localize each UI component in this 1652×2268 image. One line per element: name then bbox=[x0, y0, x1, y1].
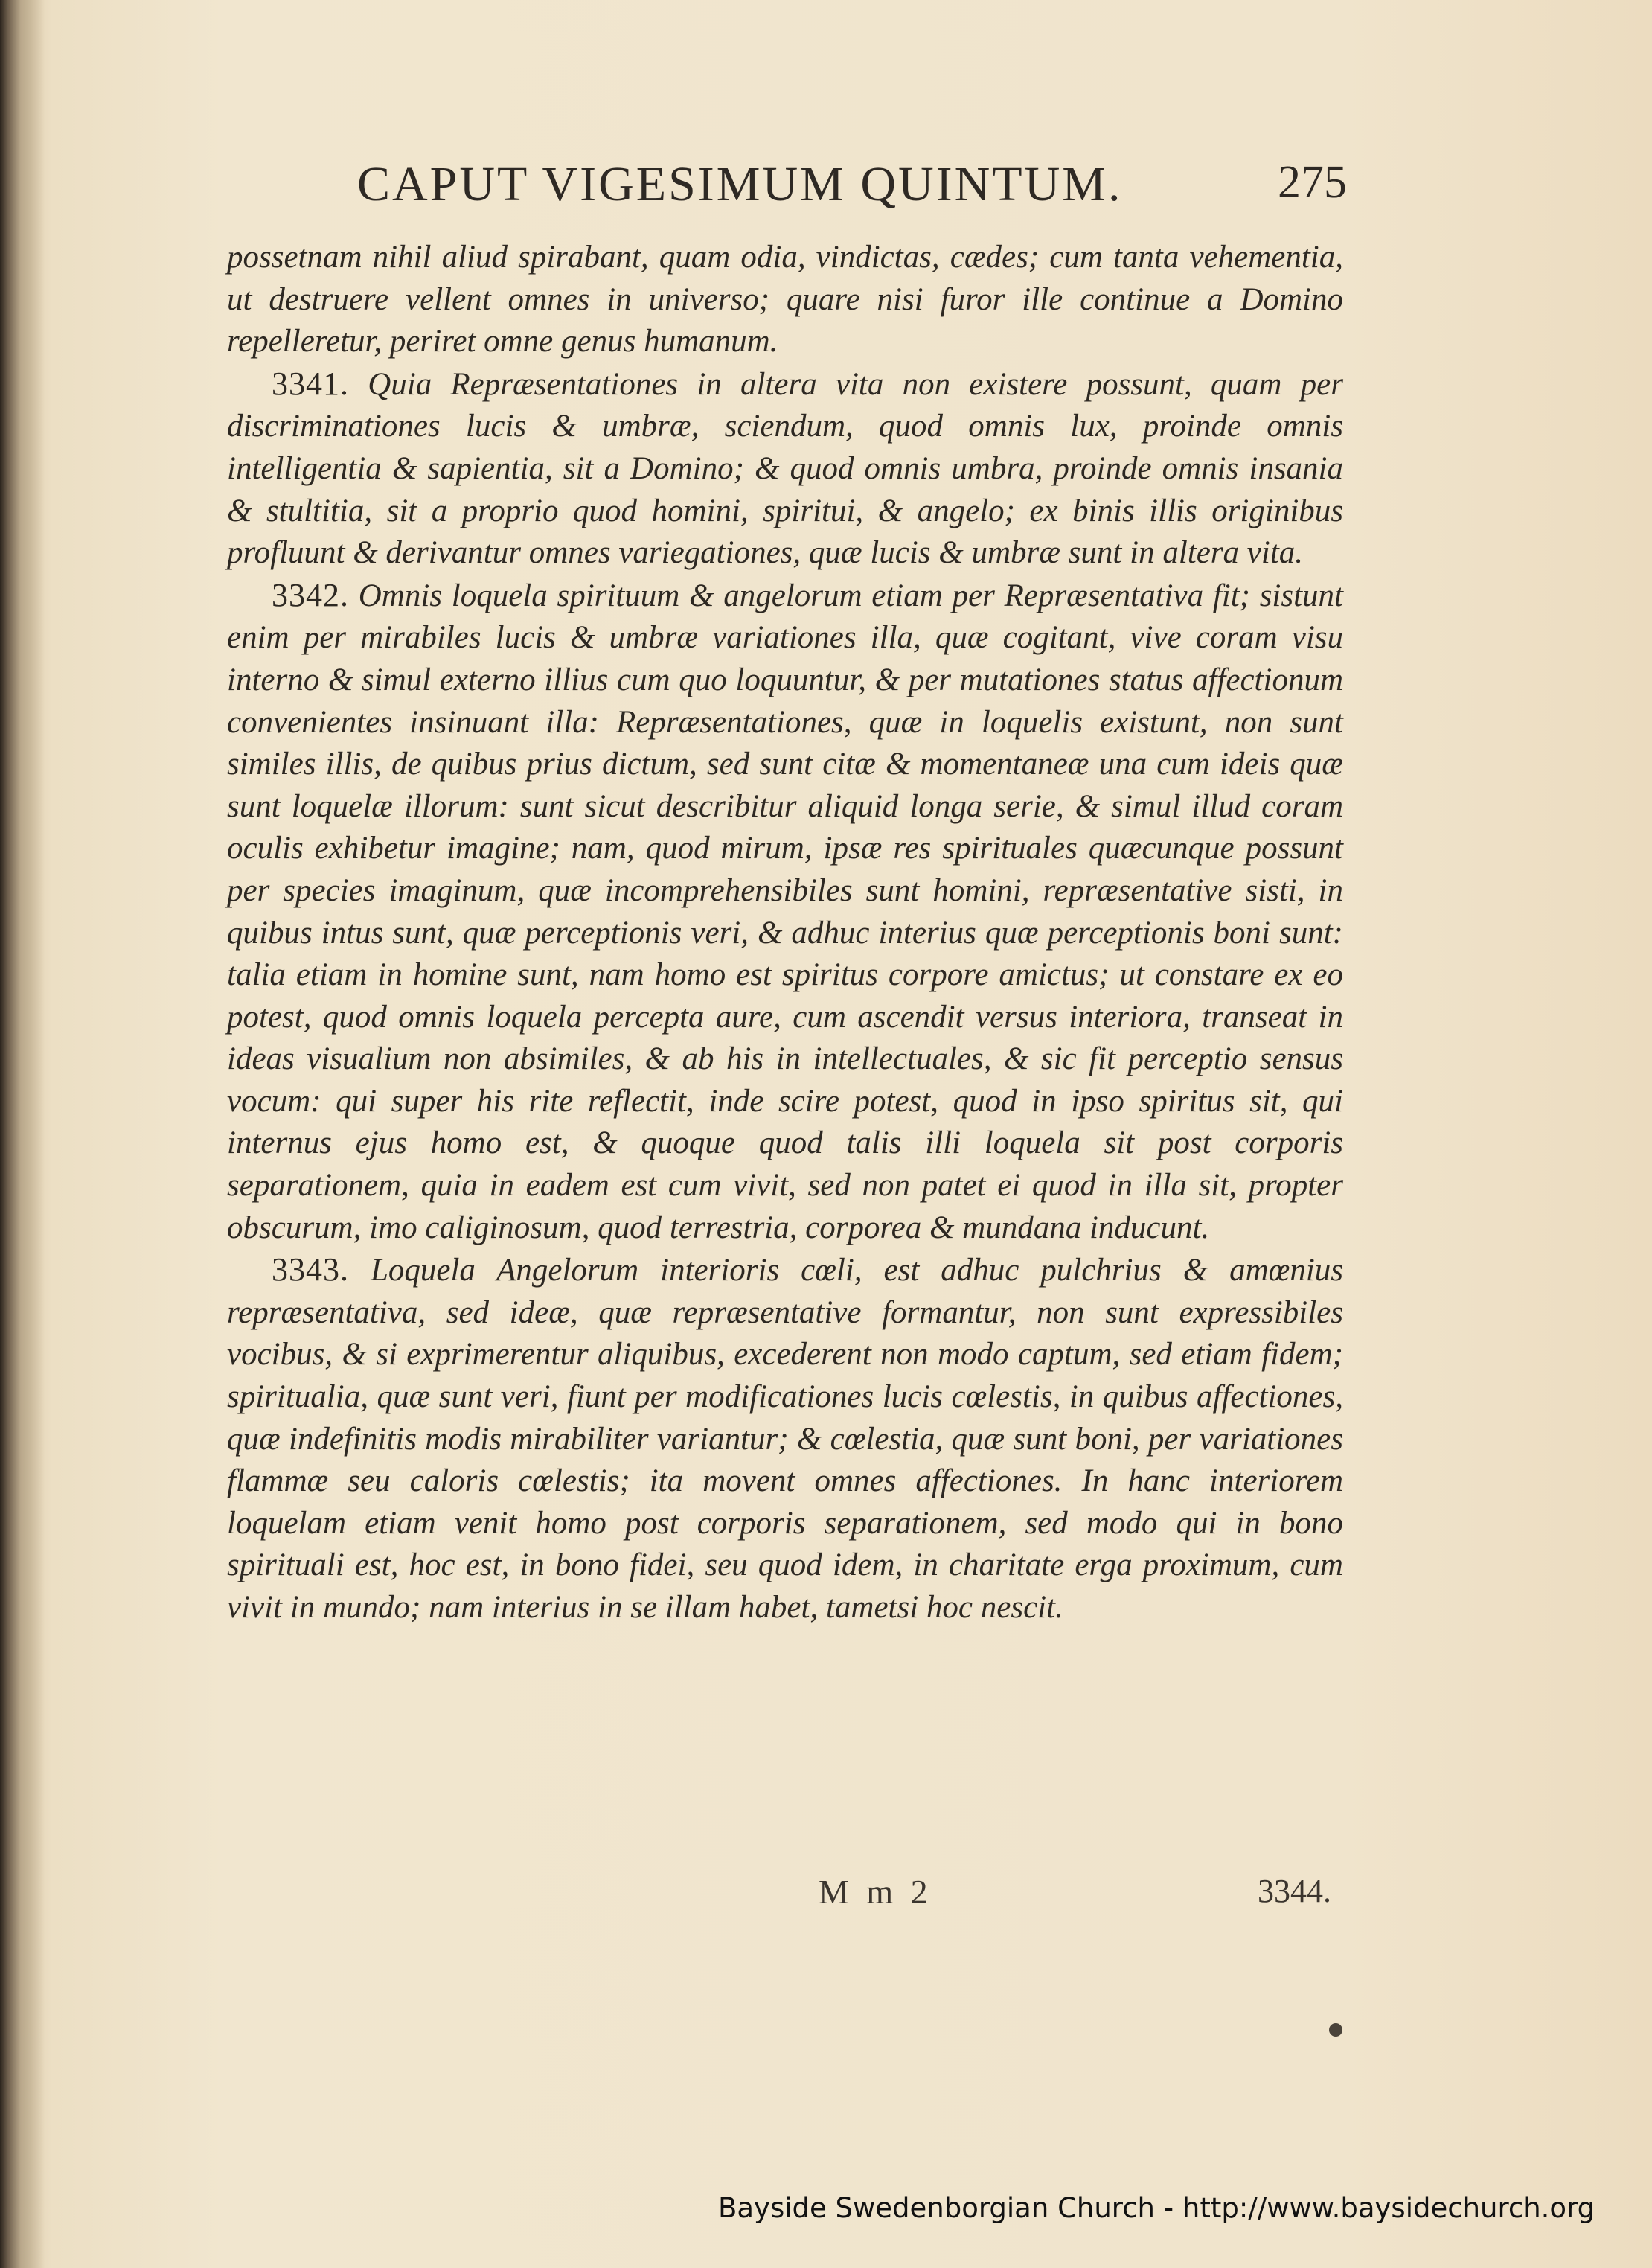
signature-mark: M m 2 bbox=[819, 1873, 932, 1911]
paragraph-number: 3343. bbox=[272, 1251, 349, 1288]
paragraph-3343 bbox=[227, 1249, 1343, 1629]
paragraph-text: Omnis loquela spirituum & angelorum etiam per Repræsentativa fit; sistunt enim per mirabiles lucis & umbræ variationes illa, quæ cogitant, vive coram visu interno & simul externo illius cum quo loquuntur, & per mutationes status affectionum convenientes insinuant illa: Repræsentationes, quæ in loquelis existunt, non sunt similes illis, de quibus prius dictum, sed sunt citæ & momentaneæ una cum ideis quæ sunt loquelæ illorum: sunt sicut describitur aliquid longa serie, & simul illud coram oculis exhibetur imagine; nam, quod mirum, ipsæ res spirituales quæcunque possunt per species imaginum, quæ incomprehensibiles sunt homini, repræsentative sisti, in quibus intus sunt, quæ perceptionis veri, & adhuc interius quæ perceptionis boni sunt: talia etiam in homine sunt, nam homo est spiritus corpore amictus; ut constare ex eo potest, quod omnis loquela percepta aure, cum ascendit versus interiora, transeat in ideas visualium non absimiles, & ab his in intellectuales, & sic fit perceptio sensus vocum: qui super his rite reflectit, inde scire potest, quod in ipso spiritus sit, qui internus ejus homo est, & quoque quod talis illi loquela sit post corporis separationem, quia in eadem est cum vivit, sed non patet ei quod in illa sit, propter obscurum, imo caliginosum, quod terrestria, corporea & mundana inducunt. bbox=[227, 578, 1343, 1245]
ink-blot bbox=[1329, 2023, 1342, 2037]
source-watermark: Bayside Swedenborgian Church - http://www.baysidechurch.org bbox=[718, 2192, 1595, 2224]
running-title: CAPUT VIGESIMUM QUINTUM. bbox=[357, 157, 1123, 211]
paragraph-3341 bbox=[227, 363, 1343, 575]
paragraph-3342 bbox=[227, 575, 1343, 1250]
paragraph-number: 3342. bbox=[272, 576, 349, 613]
paragraph-text: Quia Repræsentationes in altera vita non existere possunt, quam per discriminationes lucis & umbræ, sciendum, quod omnis lux, proinde omnis intelligentia & sapientia, sit a Domino; & quod omnis umbra, proinde omnis insania & stultitia, sit a proprio quod homini, spiritui, & angelo; ex binis illis originibus profluunt & derivantur omnes variegationes, quæ lucis & umbræ sunt in altera vita. bbox=[227, 366, 1344, 571]
body-text bbox=[227, 237, 1343, 1629]
book-spine-shadow bbox=[0, 0, 45, 2268]
paragraph-text: Loquela Angelorum interioris cœli, est adhuc pulchrius & amœnius repræsentativa, sed ideæ, quæ repræsentative formantur, non sunt expressibiles vocibus, & si exprimerentur aliquibus, excederent non modo captum, sed etiam fidem; spiritualia, quæ sunt veri, fiunt per modificationes lucis cœlestis, in quibus affectiones, quæ indefinitis modis mirabiliter variantur; & cœlestia, quæ sunt boni, per variationes flammæ seu caloris cœlestis; ita movent omnes affectiones. In hanc interiorem loquelam etiam venit homo post corporis separationem, sed modo qui in bono spirituali est, hoc est, in bono fidei, seu quod idem, in charitate erga proximum, cum vivit in mundo; nam interius in se illam habet, tametsi hoc nescit. bbox=[227, 1253, 1344, 1625]
page-header bbox=[357, 156, 1347, 223]
paragraph-continued bbox=[227, 237, 1343, 363]
catchword: 3344. bbox=[1258, 1873, 1331, 1909]
page-number: 275 bbox=[1278, 157, 1347, 208]
paragraph-number: 3341. bbox=[272, 365, 349, 402]
page-footer bbox=[0, 1872, 1652, 1924]
paragraph-text: possetnam nihil aliud spirabant, quam odia, vindictas, cædes; cum tanta vehementia, ut destruere vellent omnes in universo; quare nisi furor ille continue a Domino repelleretur, periret omne genus humanum. bbox=[227, 240, 1343, 360]
